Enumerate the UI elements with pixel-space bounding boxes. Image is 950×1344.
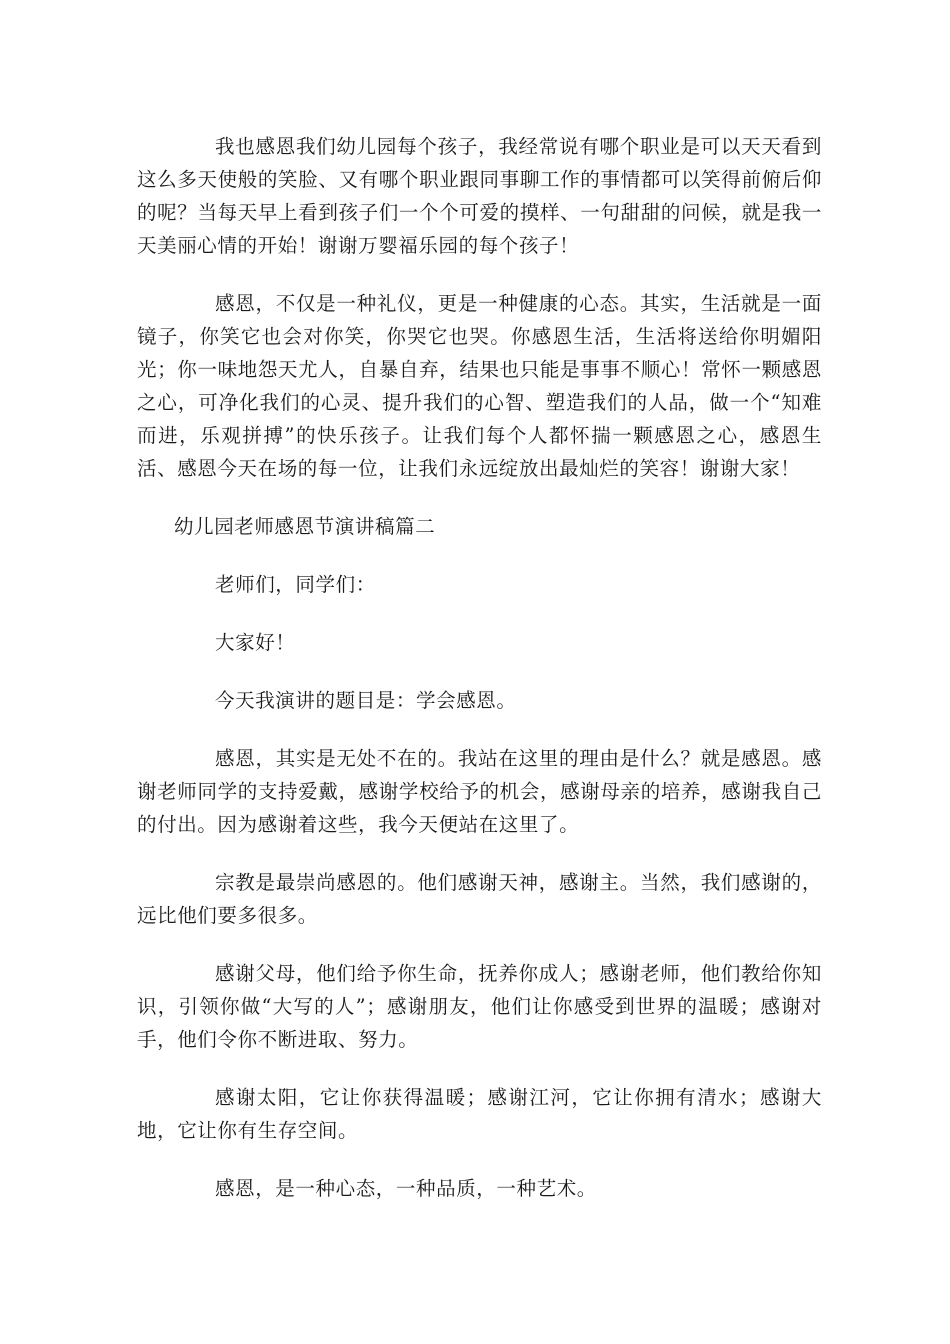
- paragraph-salutation: 老师们，同学们：: [215, 573, 376, 596]
- paragraph-greeting: 大家好！: [215, 631, 296, 654]
- section-heading: 幼儿园老师感恩节演讲稿篇二: [174, 515, 436, 538]
- paragraph-gratitude-definition: 感恩，是一种心态，一种品质，一种艺术。: [215, 1177, 597, 1200]
- paragraph-thanks-children: 我也感恩我们幼儿园每个孩子，我经常说有哪个职业是可以天天看到这么多天使般的笑脸、又有哪个职业跟同事聊工作的事情都可以笑得前俯后仰的呢？当每天早上看到孩子们一个个可爱的摸样、一句甜甜的问候，就是我一天美丽心情的开始！谢谢万婴福乐园的每个孩子！: [137, 135, 822, 257]
- paragraph-thank-people: 感谢父母，他们给予你生命，抚养你成人；感谢老师，他们教给你知识，引领你做“大写的人”；感谢朋友，他们让你感受到世界的温暖；感谢对手，他们令你不断进取、努力。: [137, 962, 822, 1051]
- document-body: [137, 130, 822, 1230]
- paragraph-gratitude-everywhere: 感恩，其实是无处不在的。我站在这里的理由是什么？就是感恩。感谢老师同学的支持爱戴，感谢学校给予的机会，感谢母亲的培养，感谢我自己的付出。因为感谢着这些，我今天便站在这里了。: [137, 747, 822, 836]
- paragraph-gratitude-attitude: 感恩，不仅是一种礼仪，更是一种健康的心态。其实，生活就是一面镜子，你笑它也会对你笑，你哭它也哭。你感恩生活，生活将送给你明媚阳光；你一味地怨天尤人，自暴自弃，结果也只能是事事不顺心！常怀一颗感恩之心，可净化我们的心灵、提升我们的心智、塑造我们的人品，做一个“知难而进，乐观拼搏”的快乐孩子。让我们每个人都怀揣一颗感恩之心，感恩生活、感恩今天在场的每一位，让我们永远绽放出最灿烂的笑容！谢谢大家！: [137, 292, 822, 480]
- paragraph-topic: 今天我演讲的题目是：学会感恩。: [215, 689, 517, 712]
- paragraph-thank-nature: 感谢太阳，它让你获得温暖；感谢江河，它让你拥有清水；感谢大地，它让你有生存空间。: [137, 1086, 822, 1142]
- paragraph-religion: 宗教是最崇尚感恩的。他们感谢天神，感谢主。当然，我们感谢的，远比他们要多很多。: [137, 871, 822, 927]
